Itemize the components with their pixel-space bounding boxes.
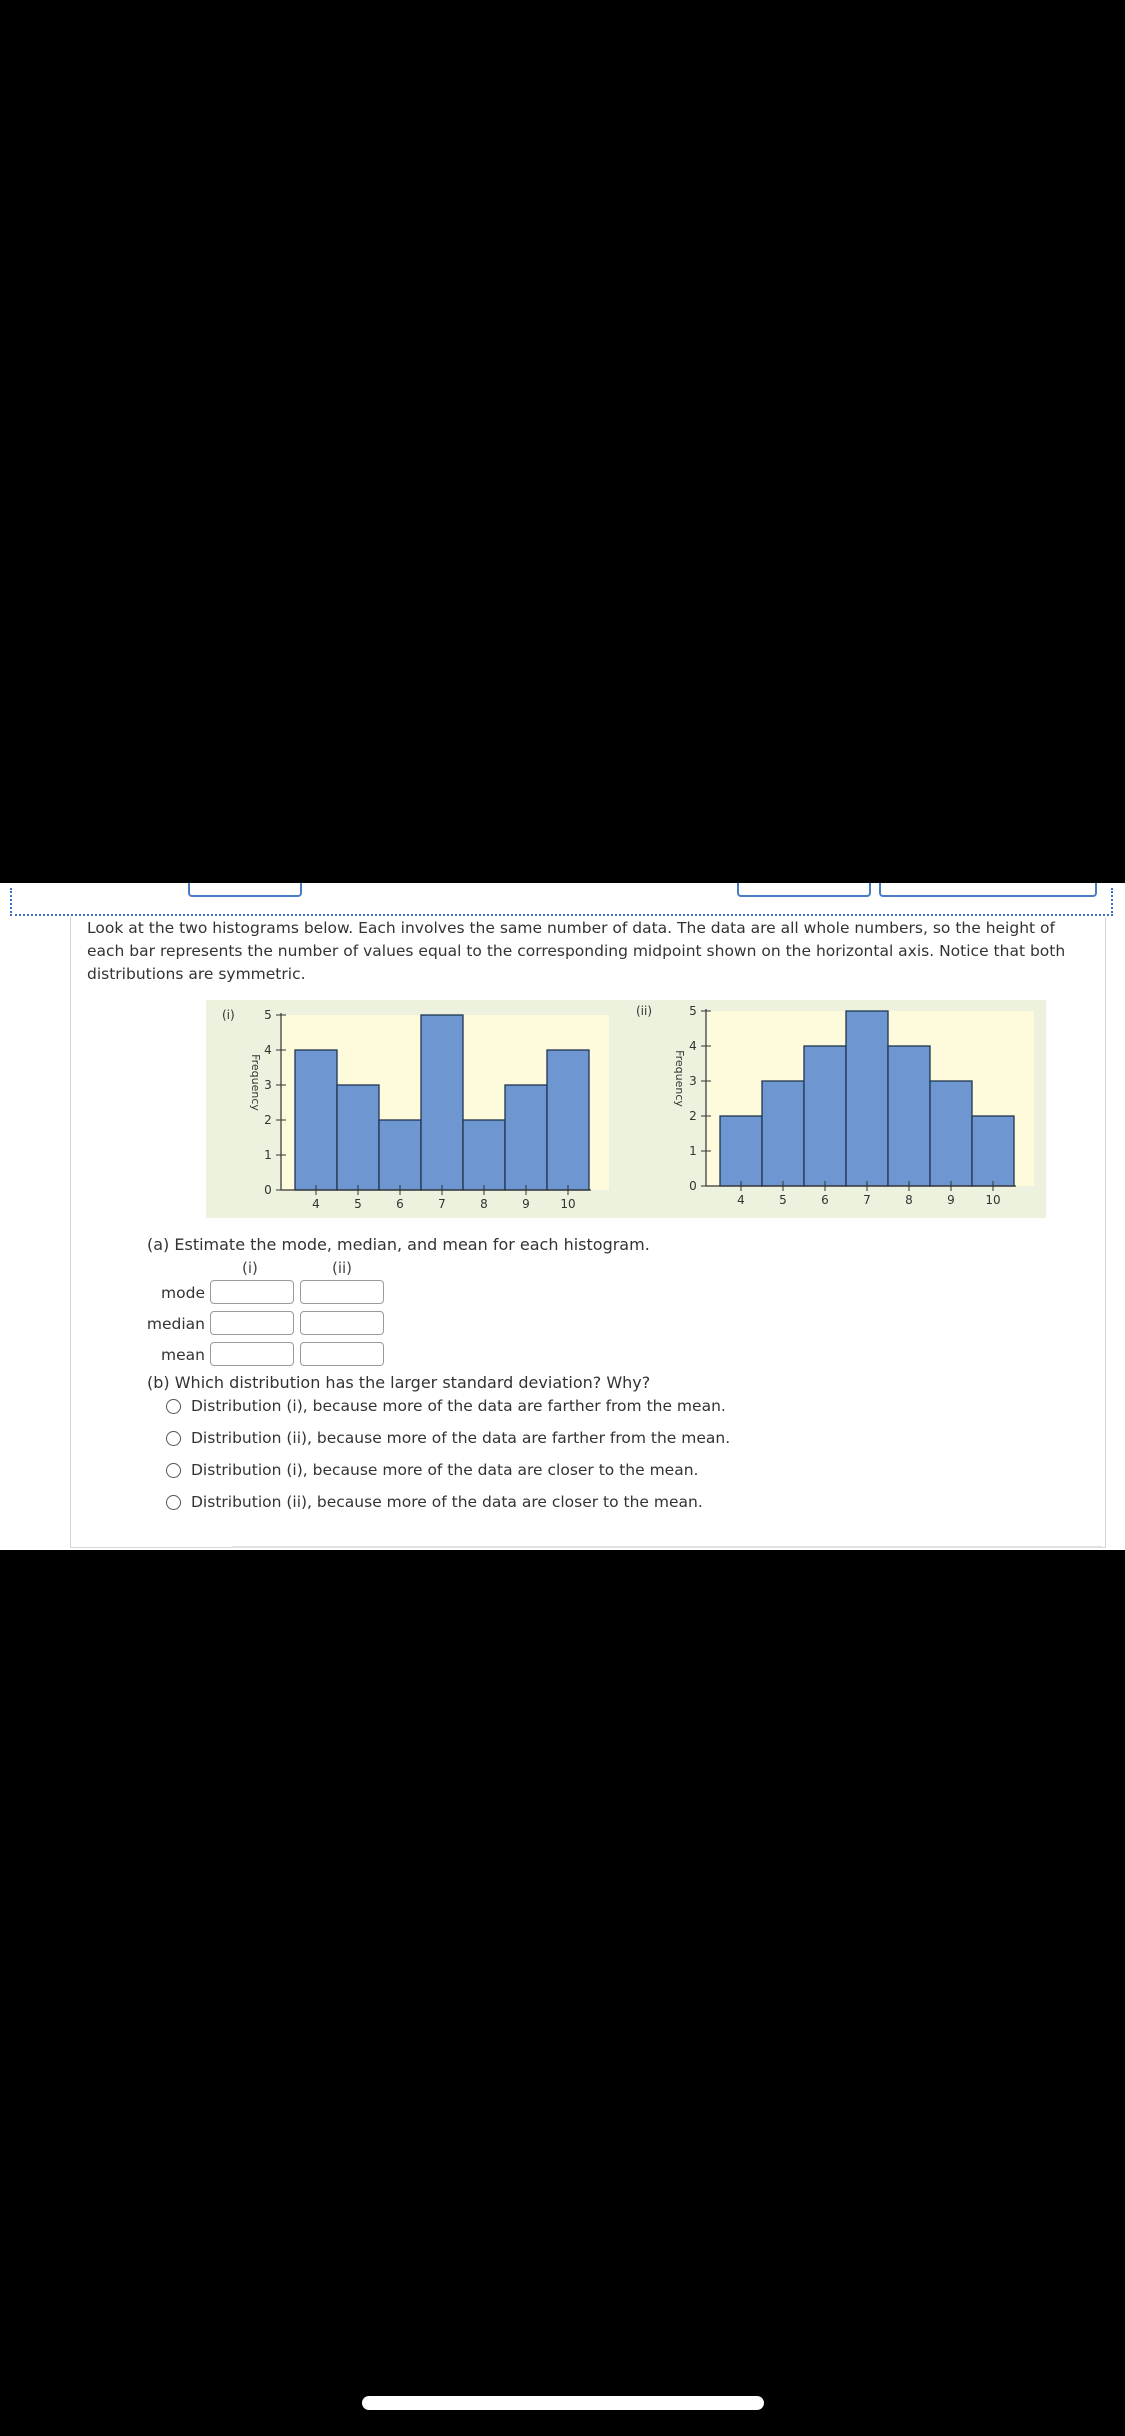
chart-1-y-tick-label-2: 2	[264, 1113, 272, 1127]
chart-2-x-tick-label-8: 8	[905, 1193, 913, 1207]
toolbar-strip	[0, 883, 1125, 915]
chart-2-y-tick-label-2: 2	[689, 1109, 697, 1123]
radio-button[interactable]	[166, 1399, 181, 1414]
part-a-prompt: (a) Estimate the mode, median, and mean for each histogram.	[147, 1235, 650, 1254]
option-2-label: Distribution (ii), because more of the data are farther from the mean.	[191, 1429, 731, 1447]
option-2[interactable]	[166, 1427, 730, 1449]
chart-1-bar-9	[505, 1085, 547, 1190]
chart-1-y-tick-label-5: 5	[264, 1008, 272, 1022]
chart-1-y-axis-label: Frequency	[249, 1054, 262, 1111]
question-page	[0, 883, 1125, 1550]
chart-1-bar-5	[337, 1085, 379, 1190]
column-header-ii: (ii)	[332, 1259, 353, 1277]
focus-outline-left	[10, 888, 12, 916]
part-b-prompt: (b) Which distribution has the larger standard deviation? Why?	[147, 1373, 651, 1392]
chart-1-x-tick-label-7: 7	[438, 1197, 446, 1211]
option-3-label: Distribution (i), because more of the data are closer to the mean.	[191, 1461, 699, 1479]
row-label-median: median	[146, 1315, 205, 1333]
chart-1-bar-10	[547, 1050, 589, 1190]
chart-2-panel-label: (ii)	[636, 1004, 653, 1018]
option-4[interactable]	[166, 1491, 703, 1513]
chart-2-y-tick-label-4: 4	[689, 1039, 697, 1053]
chart-2-bar-8	[888, 1046, 930, 1186]
mean-ii-input[interactable]	[300, 1342, 384, 1366]
chart-1-y-tick-label-3: 3	[264, 1078, 272, 1092]
chart-2-bar-10	[972, 1116, 1014, 1186]
chart-2-y-axis-label: Frequency	[673, 1050, 686, 1107]
option-3[interactable]	[166, 1459, 698, 1481]
option-1[interactable]	[166, 1395, 726, 1417]
chart-1-y-tick-label-4: 4	[264, 1043, 272, 1057]
radio-button[interactable]	[166, 1495, 181, 1510]
chart-1-x-tick-label-6: 6	[396, 1197, 404, 1211]
chart-2-x-tick-label-7: 7	[863, 1193, 871, 1207]
row-label-mode: mode	[161, 1284, 205, 1302]
chart-2-y-tick-label-5: 5	[689, 1004, 697, 1018]
chart-2-x-tick-label-4: 4	[737, 1193, 745, 1207]
chart-2-y-tick-label-3: 3	[689, 1074, 697, 1088]
radio-button[interactable]	[166, 1463, 181, 1478]
row-label-mean: mean	[161, 1346, 205, 1364]
chart-2-x-tick-label-5: 5	[779, 1193, 787, 1207]
chart-1-x-tick-label-10: 10	[560, 1197, 576, 1211]
chart-1-bar-7	[421, 1015, 463, 1190]
median-ii-input[interactable]	[300, 1311, 384, 1335]
chart-2-bar-7	[846, 1011, 888, 1186]
chart-2-x-tick-label-9: 9	[947, 1193, 955, 1207]
chart-1-x-tick-label-8: 8	[480, 1197, 488, 1211]
mode-ii-input[interactable]	[300, 1280, 384, 1304]
chart-2-y-tick-label-0: 0	[689, 1179, 697, 1193]
home-indicator[interactable]	[362, 2396, 764, 2410]
median-i-input[interactable]	[210, 1311, 294, 1335]
chart-2-bar-4	[720, 1116, 762, 1186]
chart-1-panel-label: (i)	[222, 1008, 235, 1022]
chart-1-bar-6	[379, 1120, 421, 1190]
chart-2-x-tick-label-6: 6	[821, 1193, 829, 1207]
chart-2-bar-9	[930, 1081, 972, 1186]
chart-2-x-tick-label-10: 10	[985, 1193, 1001, 1207]
chart-1-y-tick-label-0: 0	[264, 1183, 272, 1197]
mode-i-input[interactable]	[210, 1280, 294, 1304]
chart-1-x-tick-label-5: 5	[354, 1197, 362, 1211]
option-4-label: Distribution (ii), because more of the data are closer to the mean.	[191, 1493, 703, 1511]
chart-2-bar-6	[804, 1046, 846, 1186]
toolbar-tab-left[interactable]	[188, 883, 302, 897]
focus-outline-right	[1111, 888, 1113, 916]
chart-2-bar-5	[762, 1081, 804, 1186]
column-header-i: (i)	[242, 1259, 258, 1277]
histograms-figure	[206, 1000, 1046, 1218]
radio-button[interactable]	[166, 1431, 181, 1446]
question-intro: Look at the two histograms below. Each involves the same number of data. The data are all whole numbers, so the height of each bar represents the number of values equal to the corresponding midpoint shown on the horizontal axis. Notice that both distributions are symmetric.	[87, 919, 1066, 983]
toolbar-tab-middle[interactable]	[737, 883, 871, 897]
chart-2-y-tick-label-1: 1	[689, 1144, 697, 1158]
toolbar-tab-right[interactable]	[879, 883, 1097, 897]
chart-1-x-tick-label-4: 4	[312, 1197, 320, 1211]
chart-1-y-tick-label-1: 1	[264, 1148, 272, 1162]
panel-bottom-divider	[232, 1546, 1102, 1548]
chart-1-x-tick-label-9: 9	[522, 1197, 530, 1211]
mean-i-input[interactable]	[210, 1342, 294, 1366]
chart-1-bar-4	[295, 1050, 337, 1190]
option-1-label: Distribution (i), because more of the data are farther from the mean.	[191, 1397, 726, 1415]
chart-1-bar-8	[463, 1120, 505, 1190]
histograms-svg	[206, 1000, 1046, 1218]
